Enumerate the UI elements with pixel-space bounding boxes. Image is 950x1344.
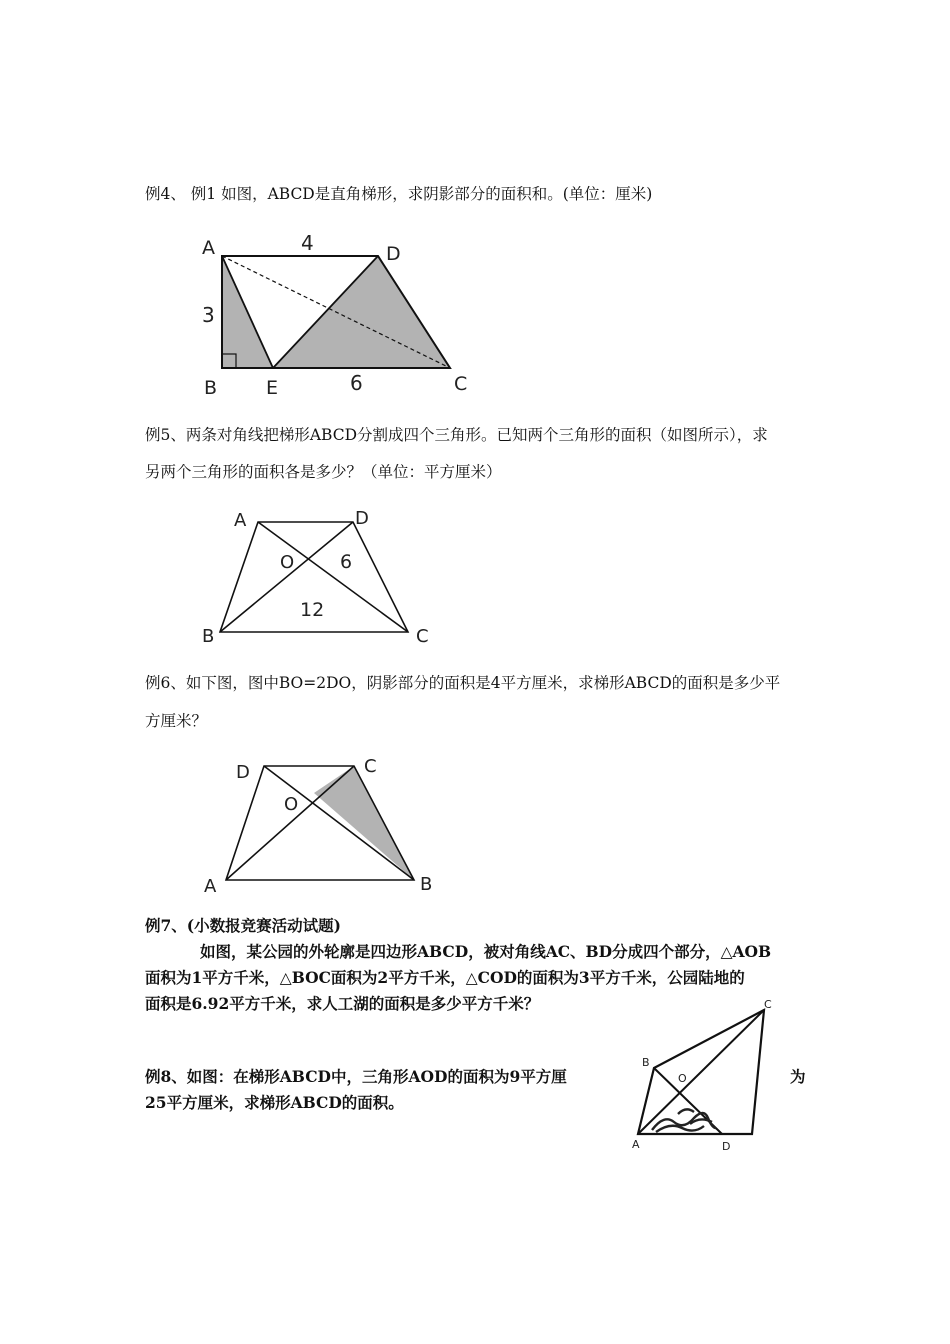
example-5-figure — [198, 506, 438, 648]
label-C: C — [364, 756, 377, 777]
label-B: B — [204, 377, 218, 399]
park-lake-figure — [612, 996, 788, 1156]
label-B: B — [642, 1056, 650, 1069]
length-AB: 3 — [202, 303, 215, 327]
example-4-text: 例4、 例1 如图，ABCD是直角梯形，求阴影部分的面积和。(单位：厘米) — [145, 185, 653, 203]
label-C: C — [454, 373, 468, 395]
example-4-figure — [190, 228, 480, 400]
label-B: B — [202, 626, 215, 647]
length-AD: 4 — [301, 231, 314, 255]
label-B: B — [420, 874, 433, 895]
example-8-text-1b: 为 — [790, 1067, 806, 1086]
label-C: C — [764, 998, 772, 1011]
label-O: O — [284, 794, 299, 815]
example-7-title: 例7、(小数报竞赛活动试题) — [145, 916, 341, 935]
shaded-triangle — [314, 766, 414, 880]
label-D: D — [722, 1140, 731, 1153]
example-8-text-2: 25平方厘米，求梯形ABCD的面积。 — [145, 1093, 404, 1112]
example-7-text-2: 面积为1平方千米，△BOC面积为2平方千米，△COD的面积为3平方千米，公园陆地的 — [145, 968, 745, 987]
label-C: C — [416, 626, 429, 647]
label-D: D — [355, 508, 369, 529]
length-EC: 6 — [350, 371, 363, 395]
example-5-text-2: 另两个三角形的面积各是多少？（单位：平方厘米） — [145, 463, 502, 481]
example-6-figure — [196, 752, 446, 898]
example-7-text-3: 面积是6.92平方千米，求人工湖的面积是多少平方千米？ — [145, 994, 540, 1013]
label-A: A — [234, 510, 247, 531]
label-E: E — [266, 377, 279, 399]
label-A: A — [204, 876, 217, 897]
label-O: O — [678, 1072, 687, 1085]
example-6-text-2: 方厘米？ — [145, 712, 208, 730]
example-7-text-1: 如图，某公园的外轮廓是四边形ABCD，被对角线AC、BD分成四个部分，△AOB — [200, 942, 772, 961]
area-label-6: 6 — [340, 551, 353, 573]
example-8-text-1a: 例8、如图：在梯形ABCD中，三角形AOD的面积为9平方厘 — [145, 1067, 567, 1086]
example-6-text-1: 例6、如下图，图中BO=2DO，阴影部分的面积是4平方厘米，求梯形ABCD的面积是多少平 — [145, 674, 781, 692]
label-A: A — [632, 1138, 640, 1151]
area-label-12: 12 — [300, 599, 325, 621]
example-5-text-1: 例5、两条对角线把梯形ABCD分割成四个三角形。已知两个三角形的面积（如图所示），求 — [145, 426, 768, 444]
label-O: O — [280, 552, 295, 573]
label-D: D — [236, 762, 250, 783]
label-A: A — [202, 237, 215, 259]
label-D: D — [386, 243, 401, 265]
